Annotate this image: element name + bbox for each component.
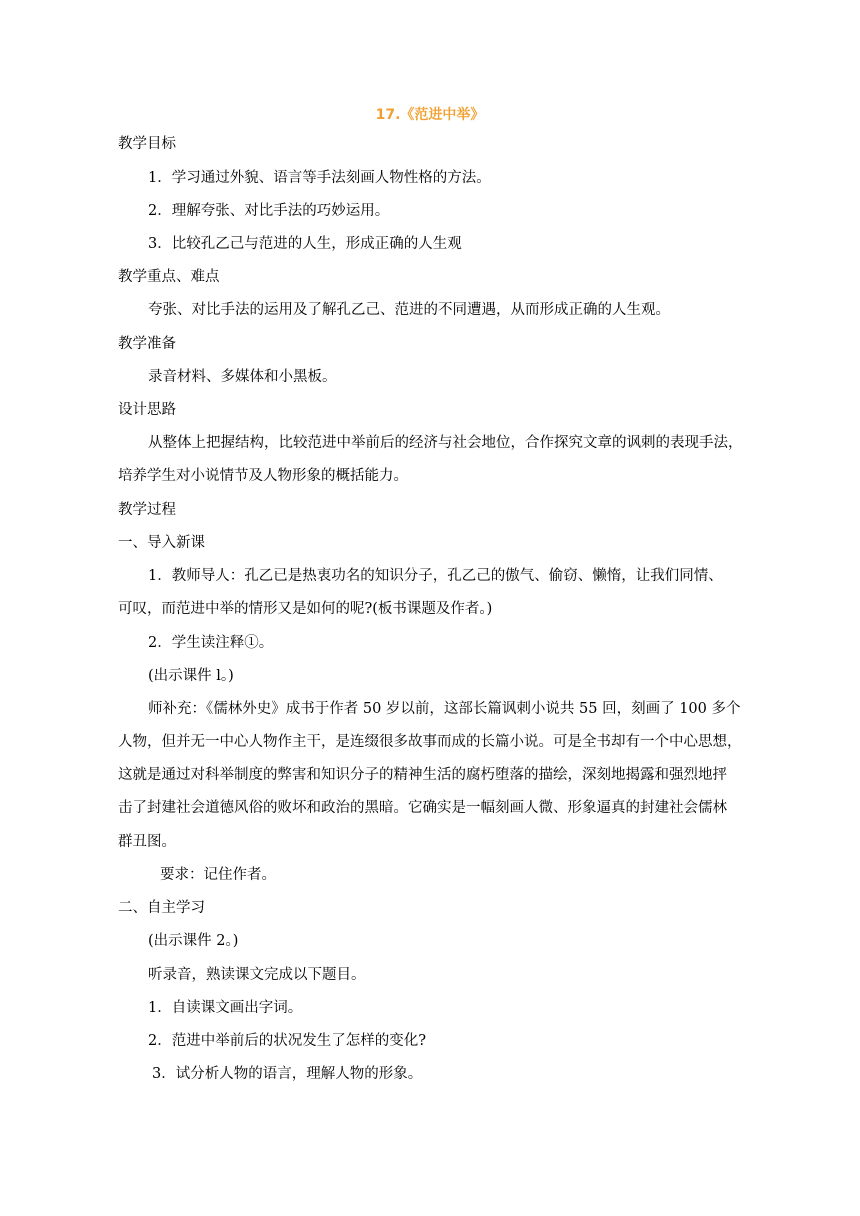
requirement: 要求：记住作者。 [160, 867, 276, 883]
heading-design: 设计思路 [118, 402, 176, 418]
design-text-line-2: 培养学生对小说情节及人物形象的概括能力。 [118, 468, 408, 484]
supplement-line-5: 群丑图。 [118, 834, 176, 850]
design-text-line-1: 从整体上把握结构，比较范进中举前后的经济与社会地位，合作探究文章的讽刺的表现手法， [148, 435, 743, 451]
key-points-text: 夸张、对比手法的运用及了解孔乙己、范进的不同遭遇，从而形成正确的人生观。 [148, 302, 670, 318]
heading-objectives: 教学目标 [118, 136, 176, 152]
courseware-1: (出示课件 l。) [148, 668, 234, 684]
objective-1: 1．学习通过外貌、语言等手法刻画人物性格的方法。 [148, 170, 491, 186]
listening-task: 听录音，熟读课文完成以下题目。 [148, 967, 366, 983]
objective-2: 2．理解夸张、对比手法的巧妙运用。 [148, 203, 390, 219]
supplement-line-2: 人物，但并无一中心人物作主干，是连缀很多故事而成的长篇小说。可是全书却有一个中心思想， [118, 734, 742, 750]
objective-3: 3．比较孔乙己与范进的人生，形成正确的人生观 [148, 236, 462, 252]
preparation-text: 录音材料、多媒体和小黑板。 [148, 369, 337, 385]
courseware-2: (出示课件 2。) [148, 933, 239, 949]
task-3: 3．试分析人物的语言，理解人物的形象。 [152, 1066, 423, 1082]
supplement-line-4: 击了封建社会道德风俗的败坏和政治的黑暗。它确实是一幅刻画人微、形象逼真的封建社会儒林 [118, 800, 727, 816]
intro-line-1: 1．教师导人：孔乙已是热衷功名的知识分子，孔乙己的傲气、偷窃、懒惰，让我们同情、 [148, 568, 723, 584]
supplement-line-3: 这就是通过对科举制度的弊害和知识分子的精神生活的腐朽堕落的描绘，深刻地揭露和强烈地抨 [118, 767, 727, 783]
intro-line-2: 可叹，而范进中举的情形又是如何的呢?(板书课题及作者。) [118, 601, 493, 617]
task-2: 2．范进中举前后的状况发生了怎样的变化? [148, 1033, 426, 1049]
supplement-line-1: 师补充：《儒林外史》成书于作者 50 岁以前，这部长篇讽刺小说共 55 回，刻画了 100 多个 [148, 701, 741, 717]
document-title: 17.《范进中举》 [375, 107, 485, 123]
section-1-heading: 一、导入新课 [118, 535, 205, 551]
section-2-heading: 二、自主学习 [118, 900, 205, 916]
task-1: 1．自读课文画出字词。 [148, 1000, 303, 1016]
heading-preparation: 教学准备 [118, 336, 176, 352]
heading-key-points: 教学重点、难点 [118, 269, 220, 285]
heading-process: 教学过程 [118, 502, 176, 518]
notes-item: 2．学生读注释①。 [148, 635, 274, 651]
